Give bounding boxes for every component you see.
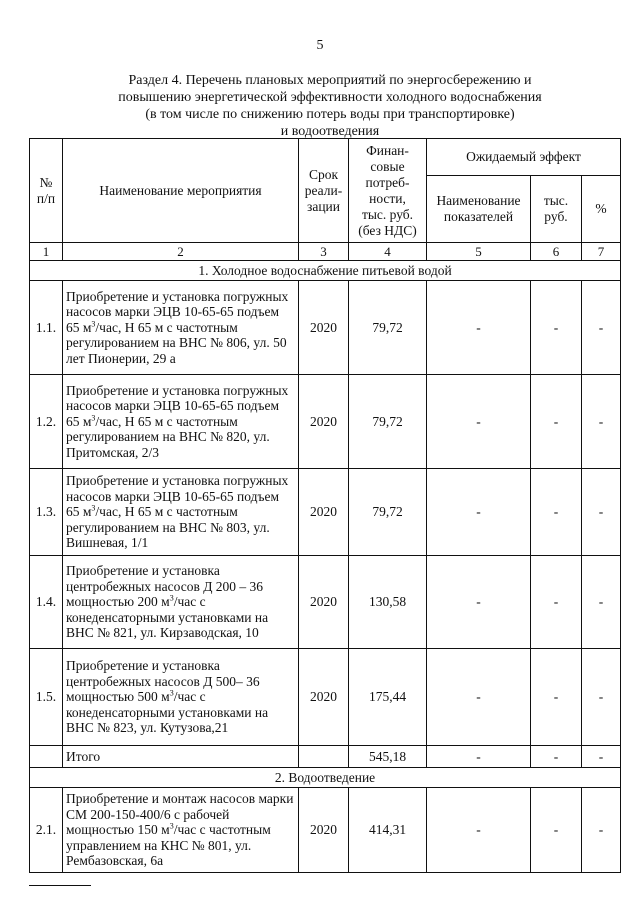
table-row [30, 375, 621, 469]
section-title: 2. Водоотведение [30, 768, 621, 788]
column-number: 6 [531, 243, 582, 261]
effect-thousand-rub: - [531, 556, 582, 649]
row-number: 1.2. [30, 375, 63, 469]
measure-name: Приобретение и установка центробежных насосов Д 500– 36 мощностью 500 $м^3$/час с конеденсаторными установками на ВНС № 823, ул. Кутузова,21 [63, 649, 299, 746]
column-number: 1 [30, 243, 63, 261]
table-row [30, 469, 621, 556]
header-term: Срок реали- зации [299, 139, 349, 243]
indicator: - [427, 281, 531, 375]
cost: 79,72 [349, 375, 427, 469]
cost: 79,72 [349, 469, 427, 556]
header-thousand-rub: тыс. руб. [531, 176, 582, 243]
measure-name: Приобретение и установка центробежных насосов Д 200 – 36 мощностью 200 $м^3$/час с конеденсаторными установками на ВНС № 821, ул. Кирзаводская, 10 [63, 556, 299, 649]
effect-percent: - [582, 281, 621, 375]
cost: 79,72 [349, 281, 427, 375]
header-finance: Финан- совые потреб- ности, тыс. руб. (без НДС) [349, 139, 427, 243]
heading-line: Раздел 4. Перечень плановых мероприятий по энергосбережению и [128, 73, 532, 88]
effect-thousand-rub: - [531, 469, 582, 556]
term: 2020 [299, 649, 349, 746]
measure-name: Приобретение и установка погружных насосов марки ЭЦВ 10-65-65 подъем 65 $м^3$/час, Н 65 м с частотным регулированием на ВНС № 820, ул. Притомская, 2/3 [63, 375, 299, 469]
total-indicator: - [427, 746, 531, 768]
total-label: Итого [63, 746, 299, 768]
table-row [30, 556, 621, 649]
term: 2020 [299, 788, 349, 873]
section-heading [70, 72, 590, 140]
effect-percent: - [582, 375, 621, 469]
indicator: - [427, 788, 531, 873]
footnote-rule [29, 885, 91, 886]
row-number: 1.4. [30, 556, 63, 649]
term: 2020 [299, 469, 349, 556]
effect-thousand-rub: - [531, 281, 582, 375]
effect-thousand-rub: - [531, 788, 582, 873]
term: 2020 [299, 556, 349, 649]
page-number: 5 [316, 38, 324, 53]
measure-name: Приобретение и монтаж насосов марки СМ 200-150-400/6 с рабочей мощностью 150 $м^3$/час с частотным управлением на КНС № 801, ул. Рембазовская, 6а [63, 788, 299, 873]
total-thousand-rub: - [531, 746, 582, 768]
total-row [30, 746, 621, 768]
cost: 175,44 [349, 649, 427, 746]
cost: 414,31 [349, 788, 427, 873]
measure-name: Приобретение и установка погружных насосов марки ЭЦВ 10-65-65 подъем 65 $м^3$/час, Н 65 м с частотным регулированием на ВНС № 803, ул. Вишневая, 1/1 [63, 469, 299, 556]
effect-thousand-rub: - [531, 375, 582, 469]
measure-name: Приобретение и установка погружных насосов марки ЭЦВ 10-65-65 подъем 65 $м^3$/час, Н 65 м с частотным регулированием на ВНС № 806, ул. 50 лет Пионерии, 29 а [63, 281, 299, 375]
header-indicators: Наименование показателей [427, 176, 531, 243]
header-percent: % [582, 176, 621, 243]
measures-table [29, 138, 621, 873]
effect-percent: - [582, 788, 621, 873]
heading-line: и водоотведения [280, 124, 380, 139]
effect-percent: - [582, 649, 621, 746]
table-row [30, 649, 621, 746]
row-number: 2.1. [30, 788, 63, 873]
heading-line: повышению энергетической эффективности холодного водоснабжения [118, 90, 542, 105]
header-expected-effect: Ожидаемый эффект [427, 139, 621, 176]
indicator: - [427, 649, 531, 746]
table-row [30, 281, 621, 375]
term: 2020 [299, 375, 349, 469]
header-num: № п/п [30, 139, 63, 243]
indicator: - [427, 469, 531, 556]
indicator: - [427, 375, 531, 469]
cost: 130,58 [349, 556, 427, 649]
column-number: 3 [299, 243, 349, 261]
heading-line: (в том числе по снижению потерь воды при транспортировке) [145, 107, 515, 122]
effect-percent: - [582, 469, 621, 556]
effect-percent: - [582, 556, 621, 649]
indicator: - [427, 556, 531, 649]
header-name: Наименование мероприятия [63, 139, 299, 243]
row-number: 1.1. [30, 281, 63, 375]
term: 2020 [299, 281, 349, 375]
row-number: 1.5. [30, 649, 63, 746]
effect-thousand-rub: - [531, 649, 582, 746]
section-title: 1. Холодное водоснабжение питьевой водой [30, 261, 621, 281]
total-percent: - [582, 746, 621, 768]
column-number: 2 [63, 243, 299, 261]
row-number: 1.3. [30, 469, 63, 556]
column-number: 7 [582, 243, 621, 261]
total-cost: 545,18 [349, 746, 427, 768]
table-row [30, 788, 621, 873]
column-number: 5 [427, 243, 531, 261]
column-number: 4 [349, 243, 427, 261]
